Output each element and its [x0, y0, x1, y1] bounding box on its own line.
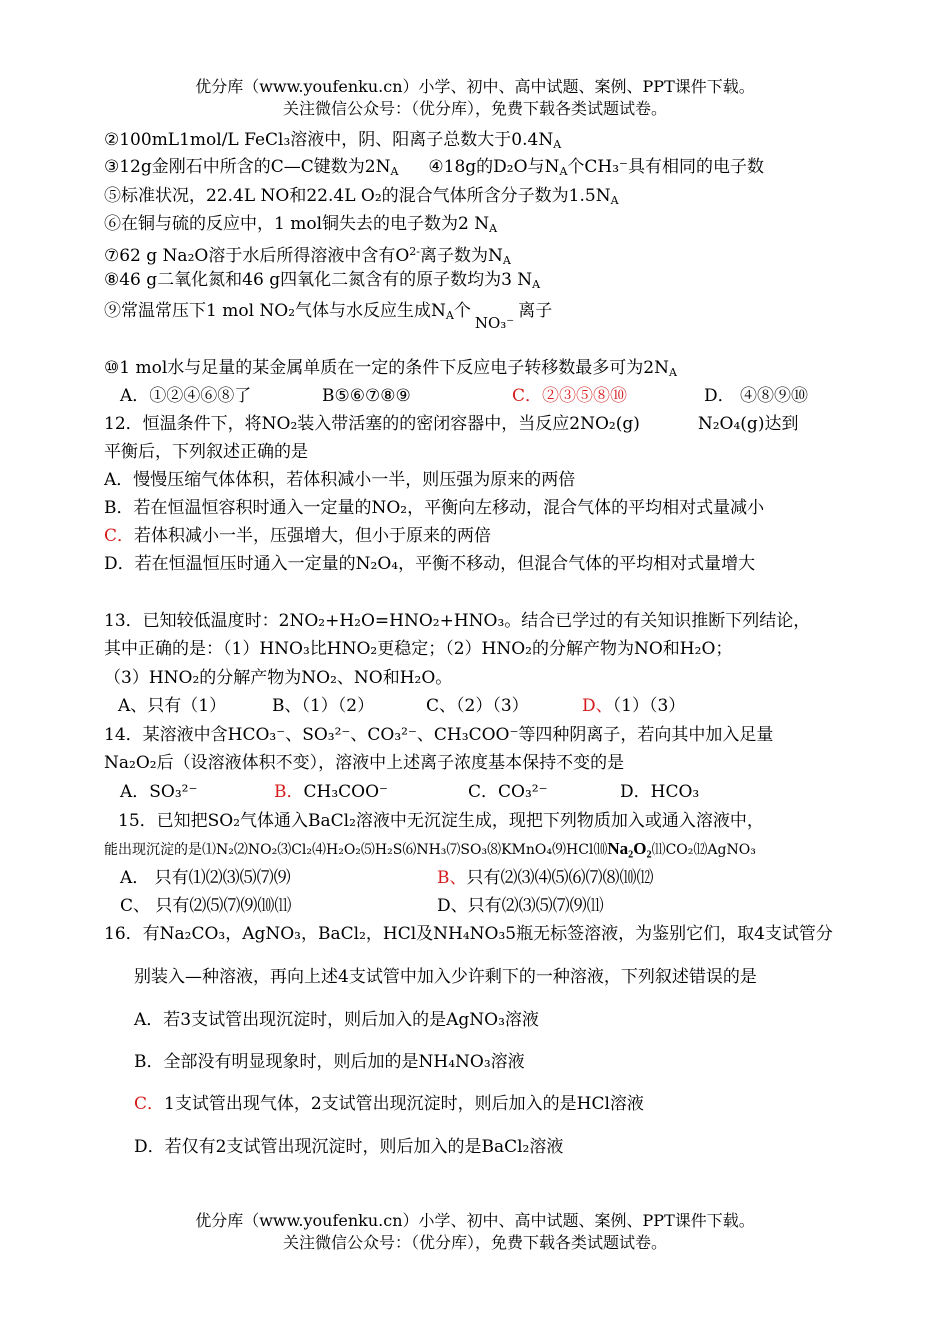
- q15-line-1: 15．已知把SO₂气体通入BaCl₂溶液中无沉淀生成，现把下列物质加入或通入溶液中，: [118, 811, 764, 831]
- q12-stem-line-2: 平衡后，下列叙述正确的是: [104, 442, 308, 462]
- q16-option-d: D．若仅有2支试管出现沉淀时，则后加入的是BaCl₂溶液: [134, 1137, 564, 1157]
- q11-option-b: B⑤⑥⑦⑧⑨: [322, 386, 411, 406]
- q12-option-b: B．若在恒温恒容积时通入一定量的NO₂，平衡向左移动，混合气体的平均相对式量减小: [104, 498, 765, 518]
- q11-option-a: A．①②④⑥⑧了: [120, 386, 252, 406]
- q11-statement-3-4: ③12g金刚石中所含的C—C键数为$2N_A$ ④18g的D₂O与$N_A$个CH₃⁻具有相同的电子数: [104, 157, 765, 178]
- q16-option-b: B．全部没有明显现象时，则后加的是NH₄NO₃溶液: [134, 1052, 525, 1072]
- q11-statement-2: ②100mL1mol/L FeCl₃溶液中，阴、阳离子总数大于$0.4N_A$: [104, 130, 562, 151]
- q11-option-c: C．②③⑤⑧⑩: [512, 386, 628, 406]
- header-line-1: 优分库（www.youfenku.cn）小学、初中、高中试题、案例、PPT课件下载。: [195, 77, 755, 96]
- q16-option-a: A．若3支试管出现沉淀时，则后加入的是AgNO₃溶液: [134, 1010, 539, 1030]
- q11-statement-8: ⑧46 g二氧化氮和46 g四氧化二氮含有的原子数均为3 $N_A$: [104, 270, 541, 291]
- q15-option-c: C、 只有⑵⑸⑺⑼⑽⑾: [120, 896, 292, 916]
- q12-stem-line-1: 12．恒温条件下，将NO₂装入带活塞的的密闭容器中，当反应2NO₂(g) N₂O₄(g)达到: [104, 414, 799, 434]
- q15-line-2: 能出现沉淀的是⑴N₂⑵NO₂⑶Cl₂⑷H₂O₂⑸H₂S⑹NH₃⑺SO₃⑻KMnO₄⑼HCl⑽Na₂O₂⑾CO₂⑿AgNO₃: [104, 839, 756, 858]
- q12-option-a: A．慢慢压缩气体体积，若体积减小一半，则压强为原来的两倍: [104, 470, 576, 490]
- q14-line-2: Na₂O₂后（设溶液体积不变），溶液中上述离子浓度基本保持不变的是: [104, 753, 625, 773]
- q13-line-2: 其中正确的是：（1）HNO₃比HNO₂更稳定；（2）HNO₂的分解产物为NO和H₂O；: [104, 639, 733, 659]
- q16-line-1: 16．有Na₂CO₃，AgNO₃，BaCl₂，HCl及NH₄NO₃5瓶无标签溶液，为鉴别它们，取4支试管分: [104, 924, 833, 944]
- q11-statement-7: ⑦62 g Na₂O溶于水后所得溶液中含有$O^{2-}$离子数为$N_A$: [104, 245, 511, 267]
- q12-option-d: D．若在恒温恒压时通入一定量的N₂O₄，平衡不移动，但混合气体的平均相对式量增大: [104, 554, 756, 574]
- footer-line-2: 关注微信公众号：（优分库），免费下载各类试题试卷。: [282, 1233, 667, 1252]
- q15-option-a: A． 只有⑴⑵⑶⑸⑺⑼: [120, 868, 291, 888]
- q15-option-d: D、只有⑵⑶⑸⑺⑼⑾: [437, 896, 604, 916]
- q13-line-3: （3）HNO₂的分解产物为NO₂、NO和H₂O。: [104, 668, 453, 688]
- q13-option-d: D、（1）（3）: [582, 696, 686, 716]
- q16-option-c: C．1支试管出现气体，2支试管出现沉淀时，则后加入的是HCl溶液: [134, 1094, 644, 1114]
- q13-option-a: A、只有（1）: [118, 696, 227, 716]
- q11-statement-5: ⑤标准状况，22.4L NO和22.4L O₂的混合气体所含分子数为$1.5N_A$: [104, 186, 619, 207]
- q14-option-d: D．HCO₃: [620, 782, 700, 802]
- q14-option-b: B．CH₃COO⁻: [274, 782, 389, 802]
- q16-line-2: 别装入—种溶液，再向上述4支试管中加入少许剩下的一种溶液，下列叙述错误的是: [134, 967, 757, 987]
- q14-option-a: A．SO₃²⁻: [120, 782, 198, 802]
- q13-option-b: B、（1）（2）: [272, 696, 375, 716]
- nitrate-ion: NO₃⁻: [474, 314, 515, 332]
- q11-statement-10: ⑩1 mol水与足量的某金属单质在一定的条件下反应电子转移数最多可为$2N_A$: [104, 358, 677, 379]
- header-line-2: 关注微信公众号：（优分库），免费下载各类试题试卷。: [282, 99, 667, 118]
- q12-option-c: C．若体积减小一半，压强增大，但小于原来的两倍: [104, 526, 492, 546]
- q15-option-b: B、只有⑵⑶⑷⑸⑹⑺⑻⑽⑿: [437, 868, 654, 888]
- footer-line-1: 优分库（www.youfenku.cn）小学、初中、高中试题、案例、PPT课件下载。: [195, 1211, 755, 1230]
- q13-option-c: C、（2）（3）: [426, 696, 529, 716]
- q11-option-d: D． ④⑧⑨⑩: [704, 386, 809, 406]
- q14-option-c: C．CO₃²⁻: [468, 782, 548, 802]
- q14-line-1: 14．某溶液中含HCO₃⁻、SO₃²⁻、CO₃²⁻、CH₃COO⁻等四种阴离子，若向其中加入足量: [104, 725, 774, 745]
- q11-statement-6: ⑥在铜与硫的反应中，1 mol铜失去的电子数为2 $N_A$: [104, 214, 498, 235]
- q11-statement-9: ⑨常温常压下1 mol NO₂气体与水反应生成$N_A$个NO₃⁻离子: [104, 299, 552, 335]
- q13-line-1: 13．已知较低温度时：2NO₂+H₂O=HNO₂+HNO₃。结合已学过的有关知识推断下列结论，: [104, 611, 811, 631]
